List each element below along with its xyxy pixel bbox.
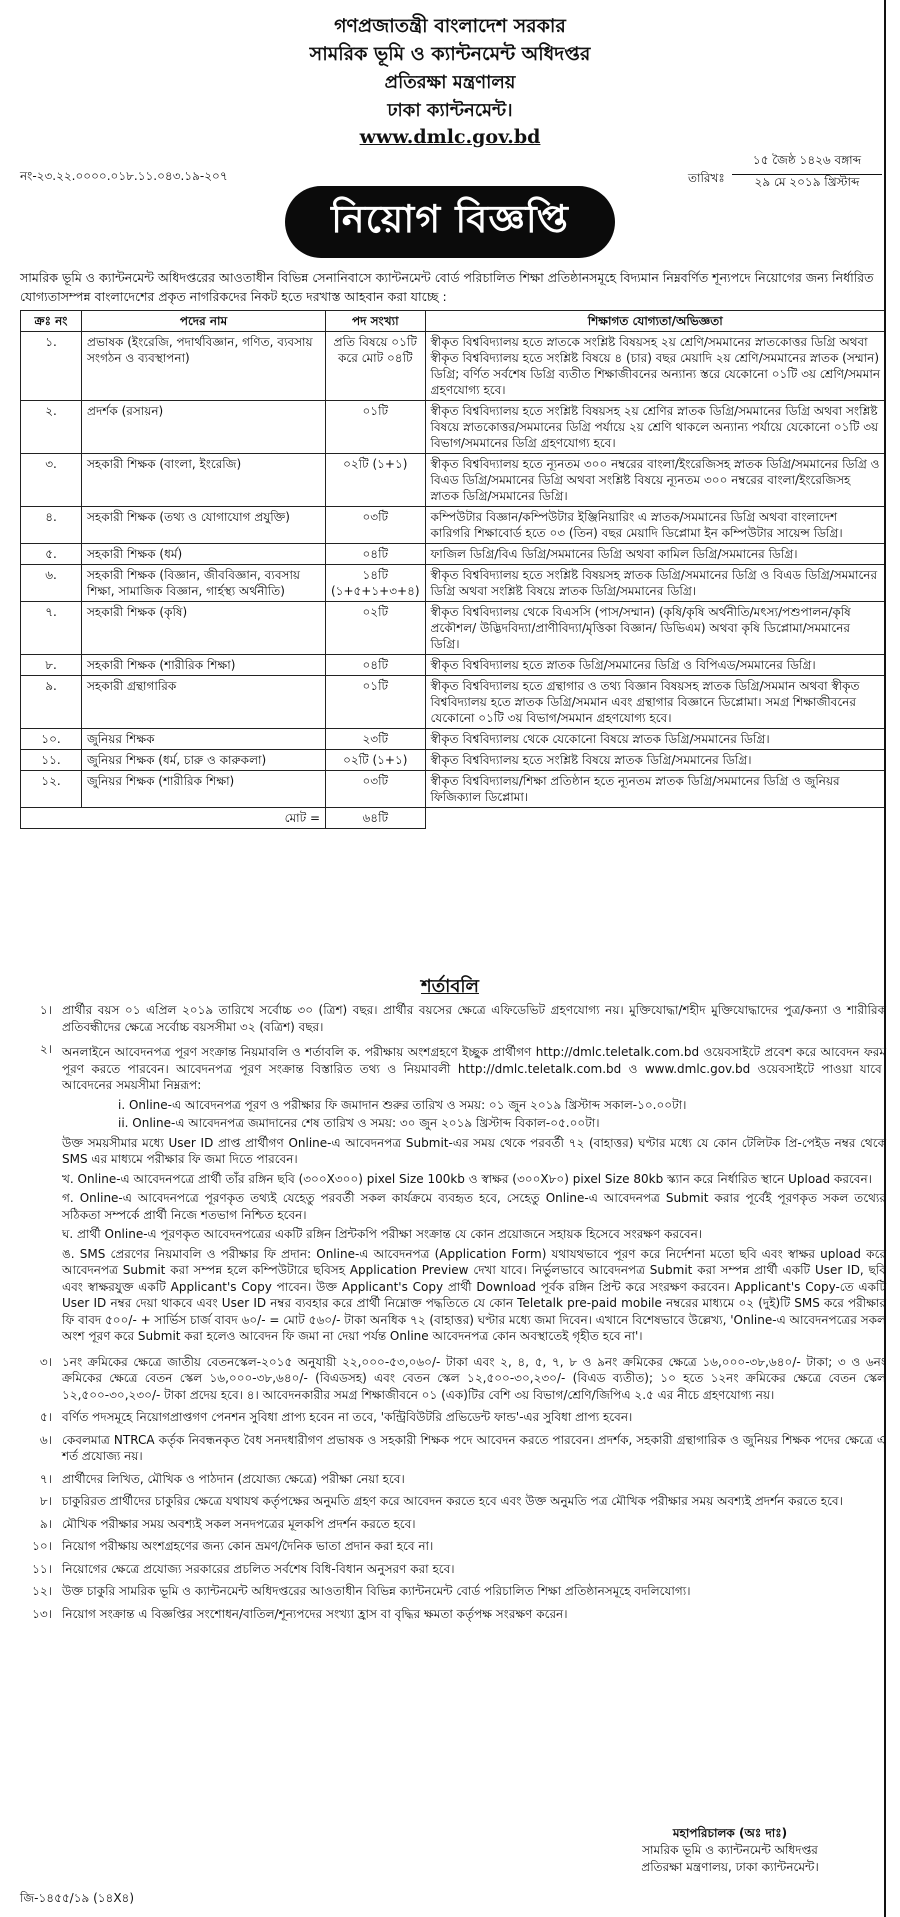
row-qualification: স্বীকৃত বিশ্ববিদ্যালয় থেকে বিএসসি (পাস/সম্মান) (কৃষি/কৃষি অর্থনীতি/মৎস্য/পশুপালন/কৃষি প্রকৌশল/ উদ্ভিদবিদ্যা/প্রাণীবিদ্যা/মৃত্তিকা বিজ্ঞান/ ডিভিএম) অথবা কৃষি ডিপ্লোমা/সমমানের ডিগ্রি।: [425, 602, 885, 655]
row-post-count: প্রতি বিষয়ে ০১টি করে মোট ০৪টি: [326, 332, 426, 401]
row-post-count: ০৩টি: [326, 507, 426, 544]
row-post-count: ২৩টি: [326, 729, 426, 750]
row-qualification: কম্পিউটার বিজ্ঞান/কম্পিউটার ইঞ্জিনিয়ারিং এ স্নাতক/সমমানের ডিগ্রি অথবা বাংলাদেশ কারিগরি শিক্ষাবোর্ড হতে ০৩ (তিন) বছর মেয়াদি ডিপ্লোমা ইন কম্পিউটার সায়েন্স ডিগ্রি।: [425, 507, 885, 544]
row-post-name: জুনিয়র শিক্ষক: [82, 729, 326, 750]
row-post-count: ০৩টি: [326, 771, 426, 808]
row-post-name: প্রভাষক (ইংরেজি, পদার্থবিজ্ঞান, গণিত, ব্যবসায় সংগঠন ও ব্যবস্থাপনা): [82, 332, 326, 401]
table-row: [21, 602, 886, 655]
condition-item: [20, 1493, 886, 1510]
row-serial: ৭.: [21, 602, 82, 655]
condition-item: [20, 1041, 886, 1348]
condition-item: [20, 1002, 886, 1035]
row-qualification: স্বীকৃত বিশ্ববিদ্যালয় হতে গ্রন্থাগার ও তথ্য বিজ্ঞান বিষয়সহ স্নাতক ডিগ্রি/সমমান অথবা স্বীকৃত বিশ্ববিদ্যালয় হতে স্নাতক ডিগ্রি/সমমান এবং গ্রন্থাগার বিজ্ঞানে ডিপ্লোমা। সমগ্র শিক্ষাজীবনের যেকোনো ০১টি ৩য় বিভাগ/সমমান গ্রহণযোগ্য হবে।: [425, 676, 885, 729]
vacancy-table: [20, 310, 886, 829]
row-serial: ৯.: [21, 676, 82, 729]
row-post-name: প্রদর্শক (রসায়ন): [82, 401, 326, 454]
condition-number: ৩।: [39, 1354, 52, 1369]
header-post-count: পদ সংখ্যা: [326, 311, 426, 332]
row-serial: ২.: [21, 401, 82, 454]
table-row: [21, 565, 886, 602]
condition-item: [20, 1538, 886, 1555]
row-serial: ৩.: [21, 454, 82, 507]
row-serial: ১১.: [21, 750, 82, 771]
table-row: [21, 507, 886, 544]
page-right-border: [884, 0, 898, 1917]
row-serial: ৮.: [21, 655, 82, 676]
intro-paragraph: সামরিক ভূমি ও ক্যান্টনমেন্ট অধিদপ্তরের আওতাধীন বিভিন্ন সেনানিবাসে ক্যান্টনমেন্ট বোর্ড পরিচালিত শিক্ষা প্রতিষ্ঠানসমূহে বিদ্যমান নিম্নবর্ণিত শূন্যপদে নিয়োগের জন্য নির্ধারিত যোগ্যতাসম্পন্ন বাংলাদেশের প্রকৃত নাগরিকদের নিকট হতে দরখাস্ত আহবান করা যাচ্ছে :: [20, 270, 874, 304]
total-label: মোট =: [21, 808, 326, 829]
table-row: [21, 729, 886, 750]
condition-number: ১১।: [32, 1561, 52, 1576]
row-post-count: ০২টি (১+১): [326, 454, 426, 507]
header-government: গণপ্রজাতন্ত্রী বাংলাদেশ সরকার: [334, 15, 566, 37]
header-qualification: শিক্ষাগত যোগ্যতা/অভিজ্ঞতা: [425, 311, 885, 332]
condition-number: ৫।: [39, 1410, 52, 1424]
header-serial: ক্রঃ নং: [21, 311, 82, 332]
table-row: [21, 676, 886, 729]
condition-item: [20, 1409, 886, 1426]
condition-number: ১২।: [32, 1584, 52, 1598]
row-post-count: ০১টি: [326, 676, 426, 729]
row-post-name: সহকারী শিক্ষক (বিজ্ঞান, জীববিজ্ঞান, ব্যবসায় শিক্ষা, সামাজিক বিজ্ঞান, গার্হস্থ্য অর্থনীতি): [82, 565, 326, 602]
condition-text: নিয়োগ পরীক্ষায় অংশগ্রহণের জন্য কোন ভ্রমণ/দৈনিক ভাতা প্রদান করা হবে না।: [62, 1539, 434, 1553]
row-qualification: স্বীকৃত বিশ্ববিদ্যালয় থেকে যেকোনো বিষয়ে স্নাতক ডিগ্রি/সমমানের ডিগ্রি।: [425, 729, 885, 750]
table-row: [21, 401, 886, 454]
signature-block: [580, 1825, 880, 1876]
row-post-count: ০২টি (১+১): [326, 750, 426, 771]
row-qualification: স্বীকৃত বিশ্ববিদ্যালয় হতে স্নাতকে সংশ্লিষ্ট বিষয়সহ ২য় শ্রেণি/সমমানের স্নাতকোত্তর ডিগ্রি অথবা স্বীকৃত বিশ্ববিদ্যালয় হতে সংশ্লিষ্ট বিষয়ে ৪ (চার) বছর মেয়াদি ২য় শ্রেণি/সমমানের স্নাতক (সম্মান) ডিগ্রি; বর্ণিত সর্বশেষ ডিগ্রি ব্যতীত শিক্ষাজীবনের অন্যান্য স্তরে যেকোনো ০১টি ৩য় শ্রেণি/সমমান গ্রহণযোগ্য হবে।: [425, 332, 885, 401]
table-row: [21, 332, 886, 401]
row-post-name: সহকারী শিক্ষক (শারীরিক শিক্ষা): [82, 655, 326, 676]
condition-item: [20, 1583, 886, 1600]
condition-number: ৭।: [39, 1471, 52, 1486]
row-post-name: জুনিয়র শিক্ষক (ধর্ম, চারু ও কারুকলা): [82, 750, 326, 771]
condition-online-application: [62, 1041, 886, 1348]
application-start-date: i. Online-এ আবেদনপত্র পূরণ ও পরীক্ষার ফি জমাদান শুরুর তারিখ ও সময়: ০১ জুন ২০১৯ খ্রিস্টাব্দ সকাল-১০.০০টা।: [118, 1097, 687, 1112]
table-row: [21, 771, 886, 808]
header-post-name: পদের নাম: [82, 311, 326, 332]
condition-number: ১৩।: [32, 1606, 52, 1621]
total-value: ৬৪টি: [326, 808, 426, 829]
condition-text: বর্ণিত পদসমূহে নিয়োগপ্রাপ্তগণ পেনশন সুবিধা প্রাপ্য হবেন না তবে, 'কন্ট্রিবিউটরি প্রভিডেন্ট ফান্ড'-এর সুবিধা প্রাপ্য হবেন।: [62, 1410, 633, 1424]
table-total-row: [21, 808, 886, 829]
total-empty-cell: [425, 808, 885, 829]
row-serial: ১২.: [21, 771, 82, 808]
header-department: সামরিক ভূমি ও ক্যান্টনমেন্ট অধিদপ্তর: [309, 43, 591, 65]
condition-printout: ঘ. প্রার্থী Online-এ পূরণকৃত আবেদনপত্রের একটি রঙ্গিন প্রিন্টকপি পরীক্ষা সংক্রান্ত যে কোন প্রয়োজনে সহায়ক হিসেবে সংরক্ষণ করবেন।: [62, 1227, 703, 1241]
row-post-name: সহকারী শিক্ষক (কৃষি): [82, 602, 326, 655]
row-post-count: ১৪টি (১+৫+১+৩+৪): [326, 565, 426, 602]
condition-item: [20, 1432, 886, 1465]
row-serial: ৫.: [21, 544, 82, 565]
notice-title-banner: নিয়োগ বিজ্ঞপ্তি: [285, 186, 615, 258]
row-qualification: স্বীকৃত বিশ্ববিদ্যালয়/শিক্ষা প্রতিষ্ঠান হতে ন্যূনতম স্নাতক ডিগ্রি/সমমানের ডিগ্রি ও জুনিয়র ফিজিক্যাল ডিপ্লোমা।: [425, 771, 885, 808]
row-serial: ৪.: [21, 507, 82, 544]
condition-text: ১নং ক্রমিকের ক্ষেত্রে জাতীয় বেতনস্কেল-২০১৫ অনুযায়ী ২২,০০০-৫৩,০৬০/- টাকা এবং ২, ৪, ৫, ৭, ৮ ও ৯নং ক্রমিকের ক্ষেত্রে ১৬,০০০-৩৮,৬৪০/- টাকা; ৩ ও ৬নং ক্রমিকের ক্ষেত্রে বেতন স্কেল ১৬,০০০-৩৮,৬৪০/- (বিএডসহ) এবং বেতন স্কেল ১২,৫০০-৩০,২৩০/- (বিএড ব্যতীত); ১০ হতে ১২নং ক্রমিকের ক্ষেত্রে বেতন স্কেল ১২,৫০০-৩০,২৩০/- টাকা প্রদেয় হবে। ৪। আবেদনকারীর সমগ্র শিক্ষাজীবনে ০১ (এক)টির বেশি ৩য় বিভাগ/শ্রেণি/জিপিএ ২.৫ এর নীচে গ্রহণযোগ্য নয়।: [62, 1354, 886, 1402]
condition-text: কেবলমাত্র NTRCA কর্তৃক নিবন্ধনকৃত বৈধ সনদধারীগণ প্রভাষক ও সহকারী শিক্ষক পদে আবেদন করতে পারবেন। প্রদর্শক, সহকারী গ্রন্থাগারিক ও জুনিয়র শিক্ষক পদের ক্ষেত্রে এ শর্ত প্রযোজ্য নয়।: [62, 1432, 886, 1463]
condition-text: প্রার্থীর বয়স ০১ এপ্রিল ২০১৯ তারিখে সর্বোচ্চ ৩০ (ত্রিশ) বছর। প্রার্থীর বয়সের ক্ষেত্রে এফিডেভিট গ্রহণযোগ্য নয়। মুক্তিযোদ্ধা/শহীদ মুক্তিযোদ্ধাদের পুত্র/কন্যা ও শারীরিক প্রতিবন্ধীদের ক্ষেত্রে সর্বোচ্চ বয়সসীমা ৩২ (বত্রিশ) বছর।: [62, 1003, 886, 1034]
row-post-name: সহকারী শিক্ষক (বাংলা, ইংরেজি): [82, 454, 326, 507]
condition-item: [20, 1471, 886, 1488]
application-end-date: ii. Online-এ আবেদনপত্র জমাদানের শেষ তারিখ ও সময়: ৩০ জুন ২০১৯ খ্রিস্টাব্দ বিকাল-০৫.০০টা।: [118, 1116, 600, 1130]
row-post-count: ০২টি: [326, 602, 426, 655]
reference-number: নং-২৩.২২.০০০০.০১৮.১১.০৪৩.১৯-২০৭: [20, 169, 228, 183]
row-serial: ১০.: [21, 729, 82, 750]
row-serial: ১.: [21, 332, 82, 401]
row-post-name: জুনিয়র শিক্ষক (শারীরিক শিক্ষা): [82, 771, 326, 808]
table-row: [21, 544, 886, 565]
header-website-link[interactable]: www.dmlc.gov.bd: [359, 126, 541, 148]
row-qualification: স্বীকৃত বিশ্ববিদ্যালয় হতে স্নাতক ডিগ্রি/সমমানের ডিগ্রি ও বিপিএড/সমমানের ডিগ্রি।: [425, 655, 885, 676]
row-qualification: স্বীকৃত বিশ্ববিদ্যালয় হতে ন্যূনতম ৩০০ নম্বরের বাংলা/ইংরেজিসহ স্নাতক ডিগ্রি/সমমানের ডিগ্রি ও বিএড ডিগ্রি/সমমানের ডিগ্রি অথবা সংশ্লিষ্ট বিষয়ে ন্যূনতম ৩০০ নম্বরের বাংলা/ইংরেজিসহ স্নাতক ডিগ্রি/সমমানের ডিগ্রি।: [425, 454, 885, 507]
condition-online-intro: অনলাইনে আবেদনপত্র পূরণ সংক্রান্ত নিয়মাবলি ও শর্তাবলি ক. পরীক্ষায় অংশগ্রহণে ইচ্ছুক প্রার্থীগণ http://dmlc.teletalk.com.bd ওয়েবসাইটে প্রবেশ করে আবেদন ফরম পূরণ করতে পারবেন। আবেদনপত্র পূরণ সংক্রান্ত বিস্তারিত তথ্য ও নিয়মাবলী http://dmlc.teletalk.com.bd ও www.dmlc.gov.bd ওয়েবসাইটে পাওয়া যাবে। আবেদনের সময়সীমা নিম্নরূপ:: [62, 1045, 886, 1092]
date-bangla: ১৫ জৈষ্ঠ ১৪২৬ বঙ্গাব্দ: [732, 152, 882, 175]
condition-sms-fee: ঙ. SMS প্রেরণের নিয়মাবলি ও পরীক্ষার ফি প্রদান: Online-এ আবেদনপত্র (Application Form) যথাযথভাবে পূরণ করে নির্দেশনা মতো ছবি এবং স্বাক্ষর upload করে আবেদনপত্র Submit করা সম্পন্ন হলে কম্পিউটারে ছবিসহ Application Preview দেখা যাবে। নির্ভুলভাবে আবেদনপত্র Submit করা সম্পন্ন প্রার্থী একটি User ID, ছবি এবং স্বাক্ষরযুক্ত একটি Applicant's Copy পাবেন। উক্ত Applicant's Copy প্রার্থী Download পূর্বক রঙ্গিন প্রিন্ট করে সংরক্ষণ করবেন। Applicant's Copy-তে একটি User ID নম্বর দেয়া থাকবে এবং User ID নম্বর ব্যবহার করে প্রার্থী নিম্নোক্ত পদ্ধতিতে যে কোন Teletalk pre-paid mobile নম্বরের মাধ্যমে ০২ (দুই)টি SMS করে পরীক্ষার ফি বাবদ ৫০০/- + সার্ভিস চার্জ বাবদ ৬০/- = মোট ৫৬০/- টাকা অনধিক ৭২ (বাহাত্তর) ঘণ্টার মধ্যে জমা দিবেন। এখানে বিশেষভাবে উল্লেখ্য, 'Online-এ আবেদনপত্রের সকল অংশ পূরণ করে Submit করা হলেও আবেদন ফি জমা না দেয়া পর্যন্ত Online আবেদনপত্র কোন অবস্থাতেই গৃহীত হবে না'।: [62, 1246, 886, 1343]
table-row: [21, 655, 886, 676]
condition-item: [20, 1561, 886, 1578]
condition-number: ৮।: [39, 1494, 52, 1508]
condition-item: [20, 1516, 886, 1533]
condition-number: ৯।: [39, 1516, 52, 1531]
header-ministry: প্রতিরক্ষা মন্ত্রণালয়: [384, 72, 516, 93]
row-post-count: ০৪টি: [326, 544, 426, 565]
header-location: ঢাকা ক্যান্টনমেন্ট।: [387, 100, 513, 121]
row-qualification: স্বীকৃত বিশ্ববিদ্যালয় হতে সংশ্লিষ্ট বিষয়সহ ২য় শ্রেণির স্নাতক ডিগ্রি/সমমানের ডিগ্রি অথবা সংশ্লিষ্ট বিষয়ে স্নাতকোত্তর/সমমানের ডিগ্রি পর্যায়ে ২য় শ্রেণি থাকলে অন্যান্য পর্যায়ে যেকোনো ০১টি ৩য় বিভাগ/সমমানের ডিগ্রি গ্রহণযোগ্য হবে।: [425, 401, 885, 454]
condition-item: [20, 1606, 886, 1623]
row-post-name: সহকারী শিক্ষক (ধর্ম): [82, 544, 326, 565]
signatory-ministry: প্রতিরক্ষা মন্ত্রণালয়, ঢাকা ক্যান্টনমেন্ট।: [641, 1860, 819, 1874]
condition-text: উক্ত চাকুরি সামরিক ভূমি ও ক্যান্টনমেন্ট অধিদপ্তরের আওতাধীন বিভিন্ন ক্যান্টনমেন্ট বোর্ড পরিচালিত শিক্ষা প্রতিষ্ঠানসমূহে বদলিযোগ্য।: [62, 1584, 691, 1598]
signatory-title: মহাপরিচালক (অঃ দাঃ): [672, 1826, 788, 1840]
condition-number: ২।: [39, 1042, 52, 1056]
condition-text: নিয়োগের ক্ষেত্রে প্রযোজ্য সরকারের প্রচলিত সর্বশেষ বিধি-বিধান অনুসরণ করা হবে।: [62, 1561, 455, 1576]
row-qualification: স্বীকৃত বিশ্ববিদ্যালয় হতে সংশ্লিষ্ট বিষয়ে স্নাতক ডিগ্রি/সমমানের ডিগ্রি।: [425, 750, 885, 771]
row-qualification: স্বীকৃত বিশ্ববিদ্যালয় হতে সংশ্লিষ্ট বিষয়সহ স্নাতক ডিগ্রি/সমমানের ডিগ্রি ও বিএড ডিগ্রি/সমমানের ডিগ্রি অথবা সংশ্লিষ্ট বিষয়ে স্নাতক ডিগ্রি/সমমানের ডিগ্রি।: [425, 565, 885, 602]
row-post-count: ০১টি: [326, 401, 426, 454]
footer-code: জি-১৪৫৫/১৯ (১৪X৪): [20, 1891, 135, 1905]
condition-number: ৬।: [39, 1432, 52, 1447]
condition-text: মৌখিক পরীক্ষার সময় অবশ্যই সকল সনদপত্রের মূলকপি প্রদর্শন করতে হবে।: [62, 1516, 416, 1531]
date-label: তারিখঃ: [688, 171, 725, 185]
condition-sms-deadline: উক্ত সময়সীমার মধ্যে User ID প্রাপ্ত প্রার্থীগণ Online-এ আবেদনপত্র Submit-এর সময় থেকে পরবর্তী ৭২ (বাহাত্তর) ঘণ্টার মধ্যে যে কোন টেলিটক প্রি-পেইড নম্বর থেকে SMS এর মাধ্যমে পরীক্ষার ফি জমা দিতে পারবেন।: [62, 1135, 886, 1166]
condition-text: নিয়োগ সংক্রান্ত এ বিজ্ঞপ্তির সংশোধন/বাতিল/শূন্যপদের সংখ্যা হ্রাস বা বৃদ্ধির ক্ষমতা কর্তৃপক্ষ সংরক্ষণ করেন।: [62, 1606, 568, 1621]
condition-number: ১।: [39, 1003, 52, 1017]
signatory-department: সামরিক ভূমি ও ক্যান্টনমেন্ট অধিদপ্তর: [642, 1843, 818, 1857]
table-header-row: [21, 311, 886, 332]
conditions-heading: শর্তাবলি: [421, 976, 479, 997]
condition-data-accuracy: গ. Online-এ আবেদনপত্রে পূরণকৃত তথ্যই যেহেতু পরবর্তী সকল কার্যক্রমে ব্যবহৃত হবে, সেহেতু Online-এ আবেদনপত্র Submit করার পূর্বেই পূরণকৃত সকল তথ্যের সঠিকতা সম্পর্কে প্রার্থী নিজে শতভাগ নিশ্চিত হবেন।: [62, 1191, 886, 1222]
condition-item: [20, 1354, 886, 1404]
date-english: ২৯ মে ২০১৯ খ্রিস্টাব্দ: [754, 175, 860, 189]
row-serial: ৬.: [21, 565, 82, 602]
row-post-name: সহকারী শিক্ষক (তথ্য ও যোগাযোগ প্রযুক্তি): [82, 507, 326, 544]
condition-number: ১০।: [32, 1539, 52, 1553]
condition-text: চাকুরিরত প্রার্থীদের চাকুরির ক্ষেত্রে যথাযথ কর্তৃপক্ষের অনুমতি গ্রহণ করে আবেদন করতে হবে এবং উক্ত অনুমতি পত্র মৌখিক পরীক্ষার সময় অবশ্যই প্রদর্শন করতে হবে।: [62, 1494, 843, 1508]
condition-photo-upload: খ. Online-এ আবেদনপত্রে প্রার্থী তাঁর রঙ্গিন ছবি (৩০০X৩০০) pixel Size 100kb ও স্বাক্ষর (৩০০X৮০) pixel Size 80kb স্ক্যান করে নির্ধারিত স্থানে Upload করবেন।: [62, 1171, 872, 1186]
condition-text: প্রার্থীদের লিখিত, মৌখিক ও পাঠদান (প্রযোজ্য ক্ষেত্রে) পরীক্ষা নেয়া হবে।: [62, 1471, 405, 1486]
row-qualification: ফাজিল ডিগ্রি/বিএ ডিগ্রি/সমমানের ডিগ্রি অথবা কামিল ডিগ্রি/সমমানের ডিগ্রি।: [425, 544, 885, 565]
conditions-list: [20, 1002, 886, 1628]
row-post-count: ০৪টি: [326, 655, 426, 676]
table-row: [21, 454, 886, 507]
table-row: [21, 750, 886, 771]
row-post-name: সহকারী গ্রন্থাগারিক: [82, 676, 326, 729]
